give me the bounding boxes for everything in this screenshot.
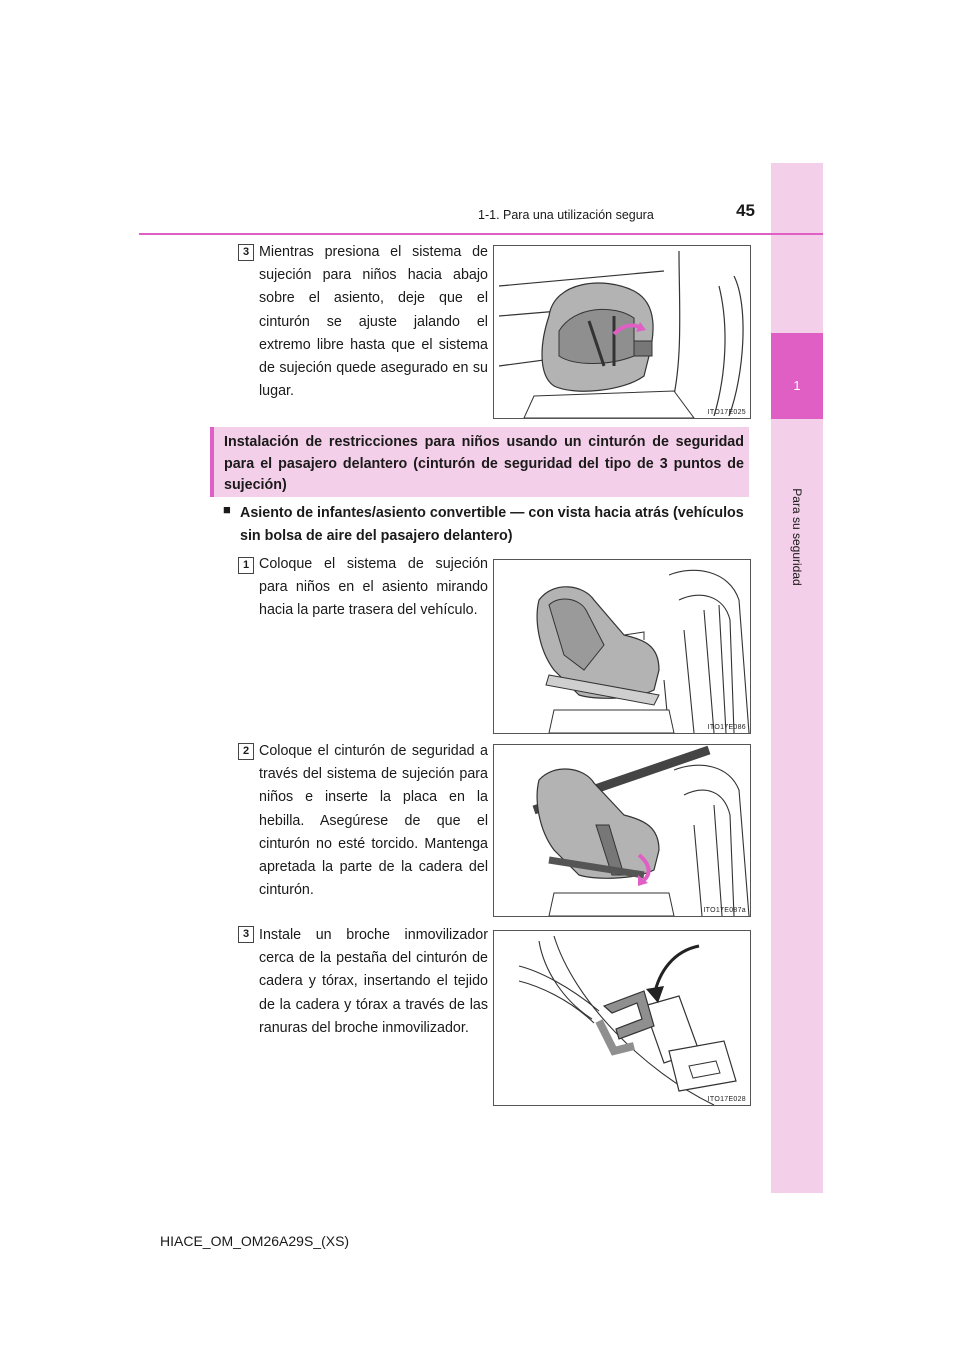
step-text: Coloque el cinturón de seguridad a través del sistema de sujeción para niños e inserte la placa en la hebilla. Asegúrese de que el cinturón no esté torcido. Mantenga apretada la parte de la cadera del cinturón. xyxy=(259,743,488,899)
topic-box-accent xyxy=(210,427,214,497)
step-number-box: 2 xyxy=(238,743,254,760)
step-text: Mientras presiona el sistema de sujeción para niños hacia abajo sobre el asiento, deje que el cinturón se ajuste jalando el extremo libre hasta que el sistema de sujeción quede asegurado en su lugar. xyxy=(259,244,488,400)
subsection-title: Asiento de infantes/asiento convertible — con vista hacia atrás (vehículos sin bolsa de aire del pasajero delantero) xyxy=(240,505,744,544)
illustration-belt-buckle xyxy=(493,744,751,917)
header-rule xyxy=(139,233,823,235)
figure-code: ITO17E025 xyxy=(707,409,746,416)
figure-code: ITO17E087a xyxy=(703,907,746,914)
page-number: 45 xyxy=(736,201,755,220)
car-seat-drawing xyxy=(494,745,750,916)
figure-code: ITO17E028 xyxy=(707,1096,746,1103)
illustration-locking-clip xyxy=(493,930,751,1106)
section-title: 1-1. Para una utilización segura xyxy=(478,208,654,222)
chapter-number: 1 xyxy=(793,378,801,393)
locking-clip-drawing xyxy=(494,931,750,1105)
chapter-title: Para su seguridad xyxy=(790,488,804,586)
chapter-side-tab-marker xyxy=(771,333,823,419)
car-seat-drawing xyxy=(494,246,750,418)
document-code: HIACE_OM_OM26A29S_(XS) xyxy=(160,1233,350,1249)
chapter-side-tab xyxy=(771,163,823,1193)
illustration-seat-tighten xyxy=(493,245,751,419)
step-number-box: 3 xyxy=(238,244,254,261)
square-bullet-icon: ■ xyxy=(223,502,231,517)
illustration-seat-placement xyxy=(493,559,751,734)
car-seat-drawing xyxy=(494,560,750,733)
figure-code: ITO17E086 xyxy=(707,724,746,731)
topic-title: Instalación de restricciones para niños usando un cinturón de seguridad para el pasajero delantero (cinturón de seguridad del tipo de 3 puntos de sujeción) xyxy=(224,434,744,493)
step-number-box: 3 xyxy=(238,926,254,943)
step-text: Instale un broche inmovilizador cerca de la pestaña del cinturón de cadera y tórax, insertando el tejido de la cadera y tórax a través de las ranuras del broche inmovilizador. xyxy=(259,927,488,1036)
step-text: Coloque el sistema de sujeción para niños en el asiento mirando hacia la parte trasera del vehículo. xyxy=(259,556,488,619)
step-number-box: 1 xyxy=(238,557,254,574)
